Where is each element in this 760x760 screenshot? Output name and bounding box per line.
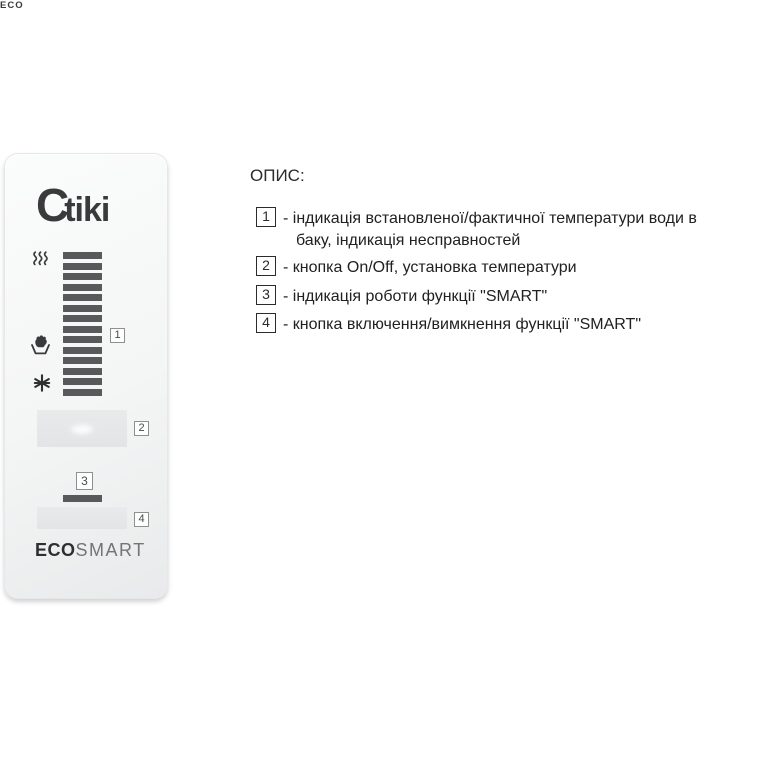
temperature-bar — [63, 315, 102, 322]
frost-protection-icon — [33, 374, 51, 392]
temperature-bar — [63, 294, 102, 301]
list-number-box-4: 4 — [256, 313, 276, 333]
ecosmart-smart-part: SMART — [75, 540, 146, 560]
list-number-box-2: 2 — [256, 256, 276, 276]
on-off-touch-button — [37, 410, 127, 447]
temperature-bar — [63, 263, 102, 270]
item-1-text-line-1: - індикація встановленої/фактичної температури води в — [283, 210, 697, 227]
callout-smart-indicator: 3 — [76, 472, 93, 490]
item-3-text: - індикація роботи функції "SMART" — [283, 288, 548, 305]
temperature-bar — [63, 252, 102, 259]
temperature-bar — [63, 378, 102, 385]
list-number-box-3: 3 — [256, 285, 276, 305]
ecosmart-wordmark — [35, 540, 146, 561]
heat-steam-icon — [32, 251, 49, 267]
handwash-antilegionella-icon — [30, 332, 51, 355]
temperature-bar — [63, 305, 102, 312]
smart-indicator-bar — [63, 495, 102, 502]
smart-touch-button — [37, 507, 127, 529]
ecosmart-eco-part: ECO — [35, 540, 76, 560]
temperature-bar — [63, 273, 102, 280]
callout-display: 1 — [110, 328, 125, 343]
tiki-logo — [36, 179, 110, 231]
item-4-text: - кнопка включення/вимкнення функції "SMART" — [283, 316, 641, 333]
temperature-bar — [63, 368, 102, 375]
temperature-bar — [63, 284, 102, 291]
temperature-bar — [63, 389, 102, 396]
temperature-bar — [63, 347, 102, 354]
tiki-logo-c: C — [36, 179, 68, 231]
item-1-text-line-2: баку, індикація несправностей — [296, 232, 521, 249]
temperature-bar-display — [63, 252, 102, 396]
temperature-bar — [63, 326, 102, 333]
temperature-bar — [63, 357, 102, 364]
list-number-box-1: 1 — [256, 207, 276, 227]
tiki-logo-text: tiki — [64, 191, 110, 229]
callout-smart-button: 4 — [134, 512, 149, 527]
eco-mode-label: ECO — [0, 0, 24, 11]
description-heading: ОПИС: — [250, 166, 305, 185]
item-2-text: - кнопка On/Off, установка температури — [283, 259, 577, 276]
callout-power-button: 2 — [134, 421, 149, 436]
button-glow-mark — [71, 425, 93, 434]
temperature-bar — [63, 336, 102, 343]
